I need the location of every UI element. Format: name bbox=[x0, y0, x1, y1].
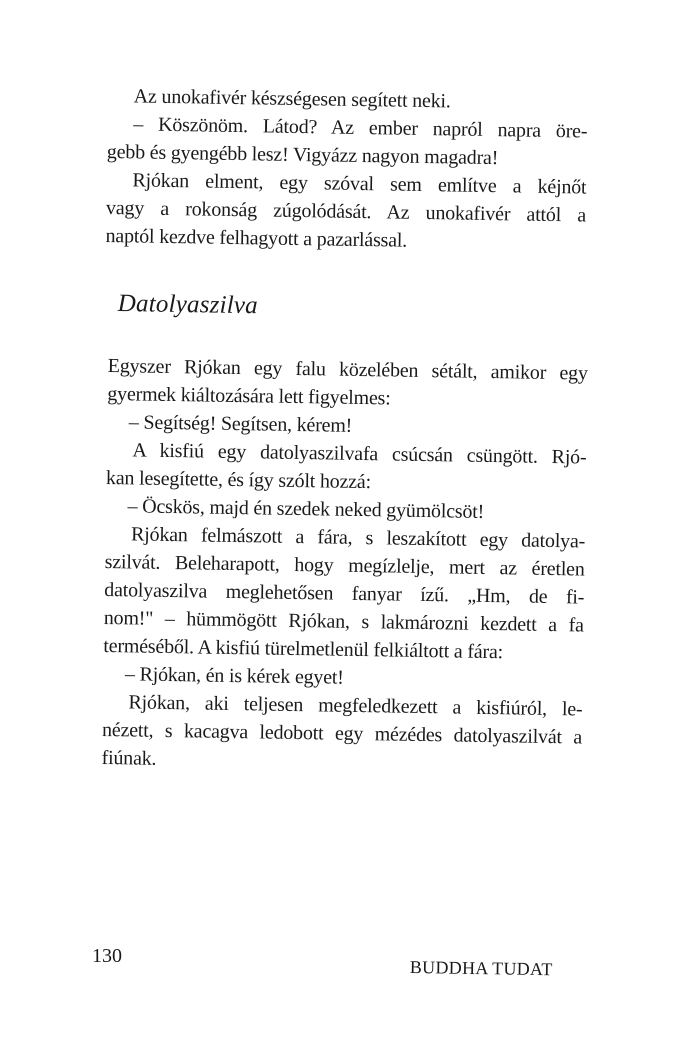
text-line: nom!" – hümmögött Rjókan, s lakmározni kezdett a fa bbox=[103, 606, 584, 637]
text-line: A kisfiú egy datolyaszilvafa csúcsán csüngött. Rjó- bbox=[132, 439, 587, 469]
page-number: 130 bbox=[92, 945, 122, 967]
section-title: Datolyaszilva bbox=[117, 290, 259, 320]
text-line: nézett, s kacagva ledobott egy mézédes datolyaszilvát a bbox=[101, 718, 583, 749]
text-line: – Köszönöm. Látod? Az ember napról napra öre- bbox=[133, 113, 588, 143]
text-line: gebb és gyengébb lesz! Vigyázz nagyon magadra! bbox=[106, 140, 499, 170]
text-line: kan lesegítette, és így szólt hozzá: bbox=[105, 466, 372, 494]
text-line: Rjókan felmászott a fára, s leszakított egy datolya- bbox=[130, 523, 586, 553]
text-line: naptól kezdve felhagyott a pazarlással. bbox=[105, 224, 408, 252]
text-line: Egyszer Rjókan egy falu közelében sétált, amikor egy bbox=[107, 354, 588, 385]
story-body bbox=[101, 352, 588, 779]
text-line: terméséből. A kisfiú türelmetlenül felkiáltott a fára: bbox=[103, 634, 504, 664]
text-line: – Segítség! Segítsen, kérem! bbox=[128, 411, 353, 437]
text-line: fiúnak. bbox=[101, 746, 157, 770]
text-line: – Öcskös, majd én szedek neked gyümölcsöt! bbox=[127, 495, 485, 523]
running-footer-title: BUDDHA TUDAT bbox=[409, 957, 553, 980]
text-line: Rjókan, aki teljesen megfeledkezett a kisfiúról, le- bbox=[128, 691, 583, 721]
text-line: szilvát. Beleharapott, hogy megízlelje, mert az éretlen bbox=[104, 550, 585, 581]
text-line: gyermek kiáltozására lett figyelmes: bbox=[107, 382, 391, 410]
previous-story-ending bbox=[105, 82, 588, 258]
text-line: vagy a rokonság zúgolódását. Az unokafivér attól a bbox=[105, 196, 587, 227]
text-line: Rjókan elment, egy szóval sem említve a kéjnőt bbox=[132, 169, 587, 199]
text-line: datolyaszilva meglehetősen fanyar ízű. „Hm, de fi- bbox=[104, 578, 585, 609]
text-line: – Rjókan, én is kérek egyet! bbox=[124, 663, 344, 689]
text-line: Az unokafivér készségesen segített neki. bbox=[133, 85, 451, 113]
